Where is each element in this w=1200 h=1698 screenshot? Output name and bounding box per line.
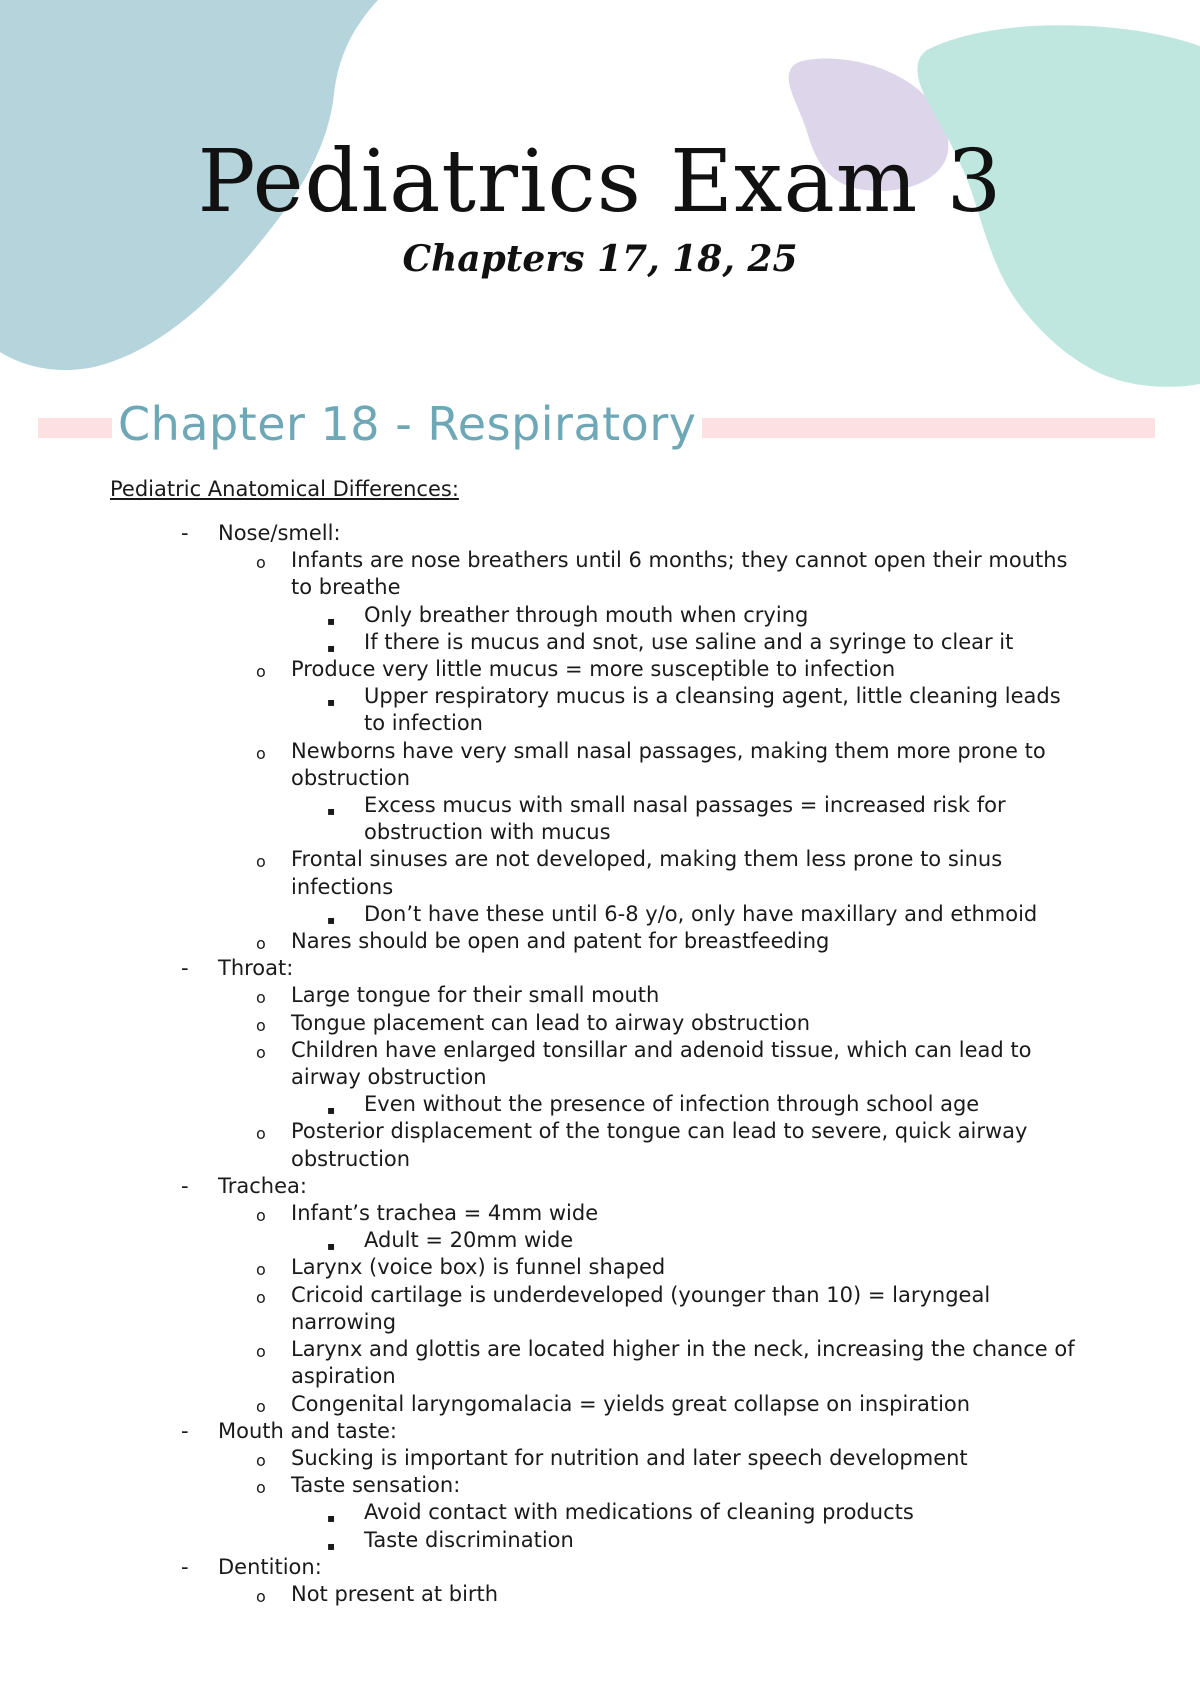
bullet-marker: o: [256, 662, 266, 682]
bullet-marker: -: [181, 521, 189, 545]
bullet-marker: ▪: [327, 640, 336, 655]
bullet-marker: o: [256, 988, 266, 1008]
list-item-text: Taste sensation:: [291, 1473, 461, 1498]
list-item-text: Nares should be open and patent for breastfeeding: [291, 929, 830, 954]
list-item: [0, 1254, 1200, 1281]
heading-band-right: [668, 418, 1155, 438]
list-item: [0, 1200, 1200, 1227]
list-item: [0, 1336, 1200, 1390]
list-item-text: Don’t have these until 6-8 y/o, only have maxillary and ethmoid: [364, 901, 1038, 926]
bullet-marker: o: [256, 934, 266, 954]
list-item: [0, 1554, 1200, 1581]
list-item-text: Larynx and glottis are located higher in the neck, increasing the chance of aspiration: [291, 1337, 1075, 1389]
list-item: [0, 1282, 1200, 1336]
bullet-marker: o: [256, 553, 266, 573]
list-item-text: Posterior displacement of the tongue can lead to severe, quick airway obstruction: [291, 1119, 1028, 1171]
bullet-marker: ▪: [327, 613, 336, 628]
list-item-text: Congenital laryngomalacia = yields great collapse on inspiration: [291, 1391, 971, 1416]
list-item-text: Avoid contact with medications of cleaning products: [364, 1500, 914, 1525]
list-item-text: Excess mucus with small nasal passages = increased risk for obstruction with mucus: [364, 793, 1006, 845]
bullet-marker: ▪: [327, 1239, 336, 1254]
list-item-text: Dentition:: [218, 1554, 322, 1579]
bullet-marker: o: [256, 1450, 266, 1470]
bullet-marker: o: [256, 852, 266, 872]
notes-list: [0, 520, 1200, 1608]
list-item: [0, 547, 1200, 601]
list-item: [0, 982, 1200, 1009]
list-item-text: Frontal sinuses are not developed, making them less prone to sinus infections: [291, 847, 1003, 899]
list-item-text: Not present at birth: [291, 1581, 499, 1606]
list-item: [0, 1227, 1200, 1254]
list-item: [0, 1118, 1200, 1172]
bullet-marker: o: [256, 1287, 266, 1307]
heading-band-left: [38, 418, 118, 438]
list-item-text: Cricoid cartilage is underdeveloped (younger than 10) = laryngeal narrowing: [291, 1282, 991, 1334]
bullet-marker: ▪: [327, 1511, 336, 1526]
page-subtitle: Chapters 17, 18, 25: [402, 238, 798, 280]
bullet-marker: ▪: [327, 1538, 336, 1553]
list-item-text: Newborns have very small nasal passages, making them more prone to obstruction: [291, 738, 1046, 790]
list-item: [0, 738, 1200, 792]
list-item-text: Mouth and taste:: [218, 1418, 397, 1443]
bullet-marker: o: [256, 1342, 266, 1362]
list-item-text: Throat:: [218, 956, 294, 981]
bullet-marker: ▪: [327, 804, 336, 819]
list-item-text: Only breather through mouth when crying: [364, 602, 809, 627]
list-item: [0, 1499, 1200, 1526]
list-item-text: Infant’s trachea = 4mm wide: [291, 1201, 599, 1226]
bullet-marker: o: [256, 1586, 266, 1606]
list-item-text: Adult = 20mm wide: [364, 1228, 574, 1253]
list-item-text: Trachea:: [218, 1173, 307, 1198]
list-item: [0, 1173, 1200, 1200]
section-heading: Pediatric Anatomical Differences:: [110, 477, 459, 501]
list-item: [0, 1472, 1200, 1499]
bullet-marker: o: [256, 1396, 266, 1416]
list-item: [0, 1581, 1200, 1608]
bullet-marker: ▪: [327, 695, 336, 710]
bullet-marker: -: [181, 1173, 189, 1198]
list-item-text: Produce very little mucus = more susceptible to infection: [291, 657, 896, 682]
list-item-text: If there is mucus and snot, use saline and a syringe to clear it: [364, 629, 1014, 654]
list-item: [0, 520, 1200, 547]
page-title: Pediatrics Exam 3: [197, 132, 1003, 232]
bullet-marker: o: [256, 1260, 266, 1280]
bullet-marker: o: [256, 1015, 266, 1035]
list-item-text: Even without the presence of infection through school age: [364, 1092, 980, 1117]
list-item: [0, 1391, 1200, 1418]
list-item: [0, 1527, 1200, 1554]
list-item: [0, 683, 1200, 737]
list-item: [0, 629, 1200, 656]
list-item: [0, 1037, 1200, 1091]
chapter-heading: Chapter 18 - Respiratory: [112, 398, 702, 451]
list-item: [0, 1445, 1200, 1472]
list-item-text: Larynx (voice box) is funnel shaped: [291, 1255, 666, 1280]
list-item-text: Large tongue for their small mouth: [291, 983, 660, 1008]
bullet-marker: o: [256, 1206, 266, 1226]
bullet-marker: ▪: [327, 912, 336, 927]
bullet-marker: o: [256, 1478, 266, 1498]
bullet-marker: o: [256, 743, 266, 763]
list-item: [0, 1091, 1200, 1118]
list-item-text: Taste discrimination: [364, 1527, 574, 1552]
bullet-marker: ▪: [327, 1103, 336, 1118]
list-item-text: Nose/smell:: [218, 521, 341, 545]
bullet-marker: -: [181, 956, 189, 981]
list-item: [0, 928, 1200, 955]
list-item: [0, 1418, 1200, 1445]
list-item-text: Children have enlarged tonsillar and adenoid tissue, which can lead to airway obstruction: [291, 1037, 1032, 1090]
list-item: [0, 602, 1200, 629]
list-item: [0, 656, 1200, 683]
bullet-marker: o: [256, 1042, 266, 1062]
list-item: [0, 1010, 1200, 1037]
list-item-text: Sucking is important for nutrition and later speech development: [291, 1445, 968, 1470]
list-item: [0, 792, 1200, 846]
list-item-text: Infants are nose breathers until 6 months; they cannot open their mouths to breathe: [291, 548, 1068, 600]
bullet-marker: -: [181, 1554, 189, 1579]
list-item-text: Tongue placement can lead to airway obstruction: [291, 1010, 811, 1035]
list-item-text: Upper respiratory mucus is a cleansing agent, little cleaning leads to infection: [364, 684, 1061, 736]
bullet-marker: o: [256, 1124, 266, 1144]
list-item: [0, 901, 1200, 928]
list-item: [0, 846, 1200, 900]
list-item: [0, 955, 1200, 982]
bullet-marker: -: [181, 1418, 189, 1443]
